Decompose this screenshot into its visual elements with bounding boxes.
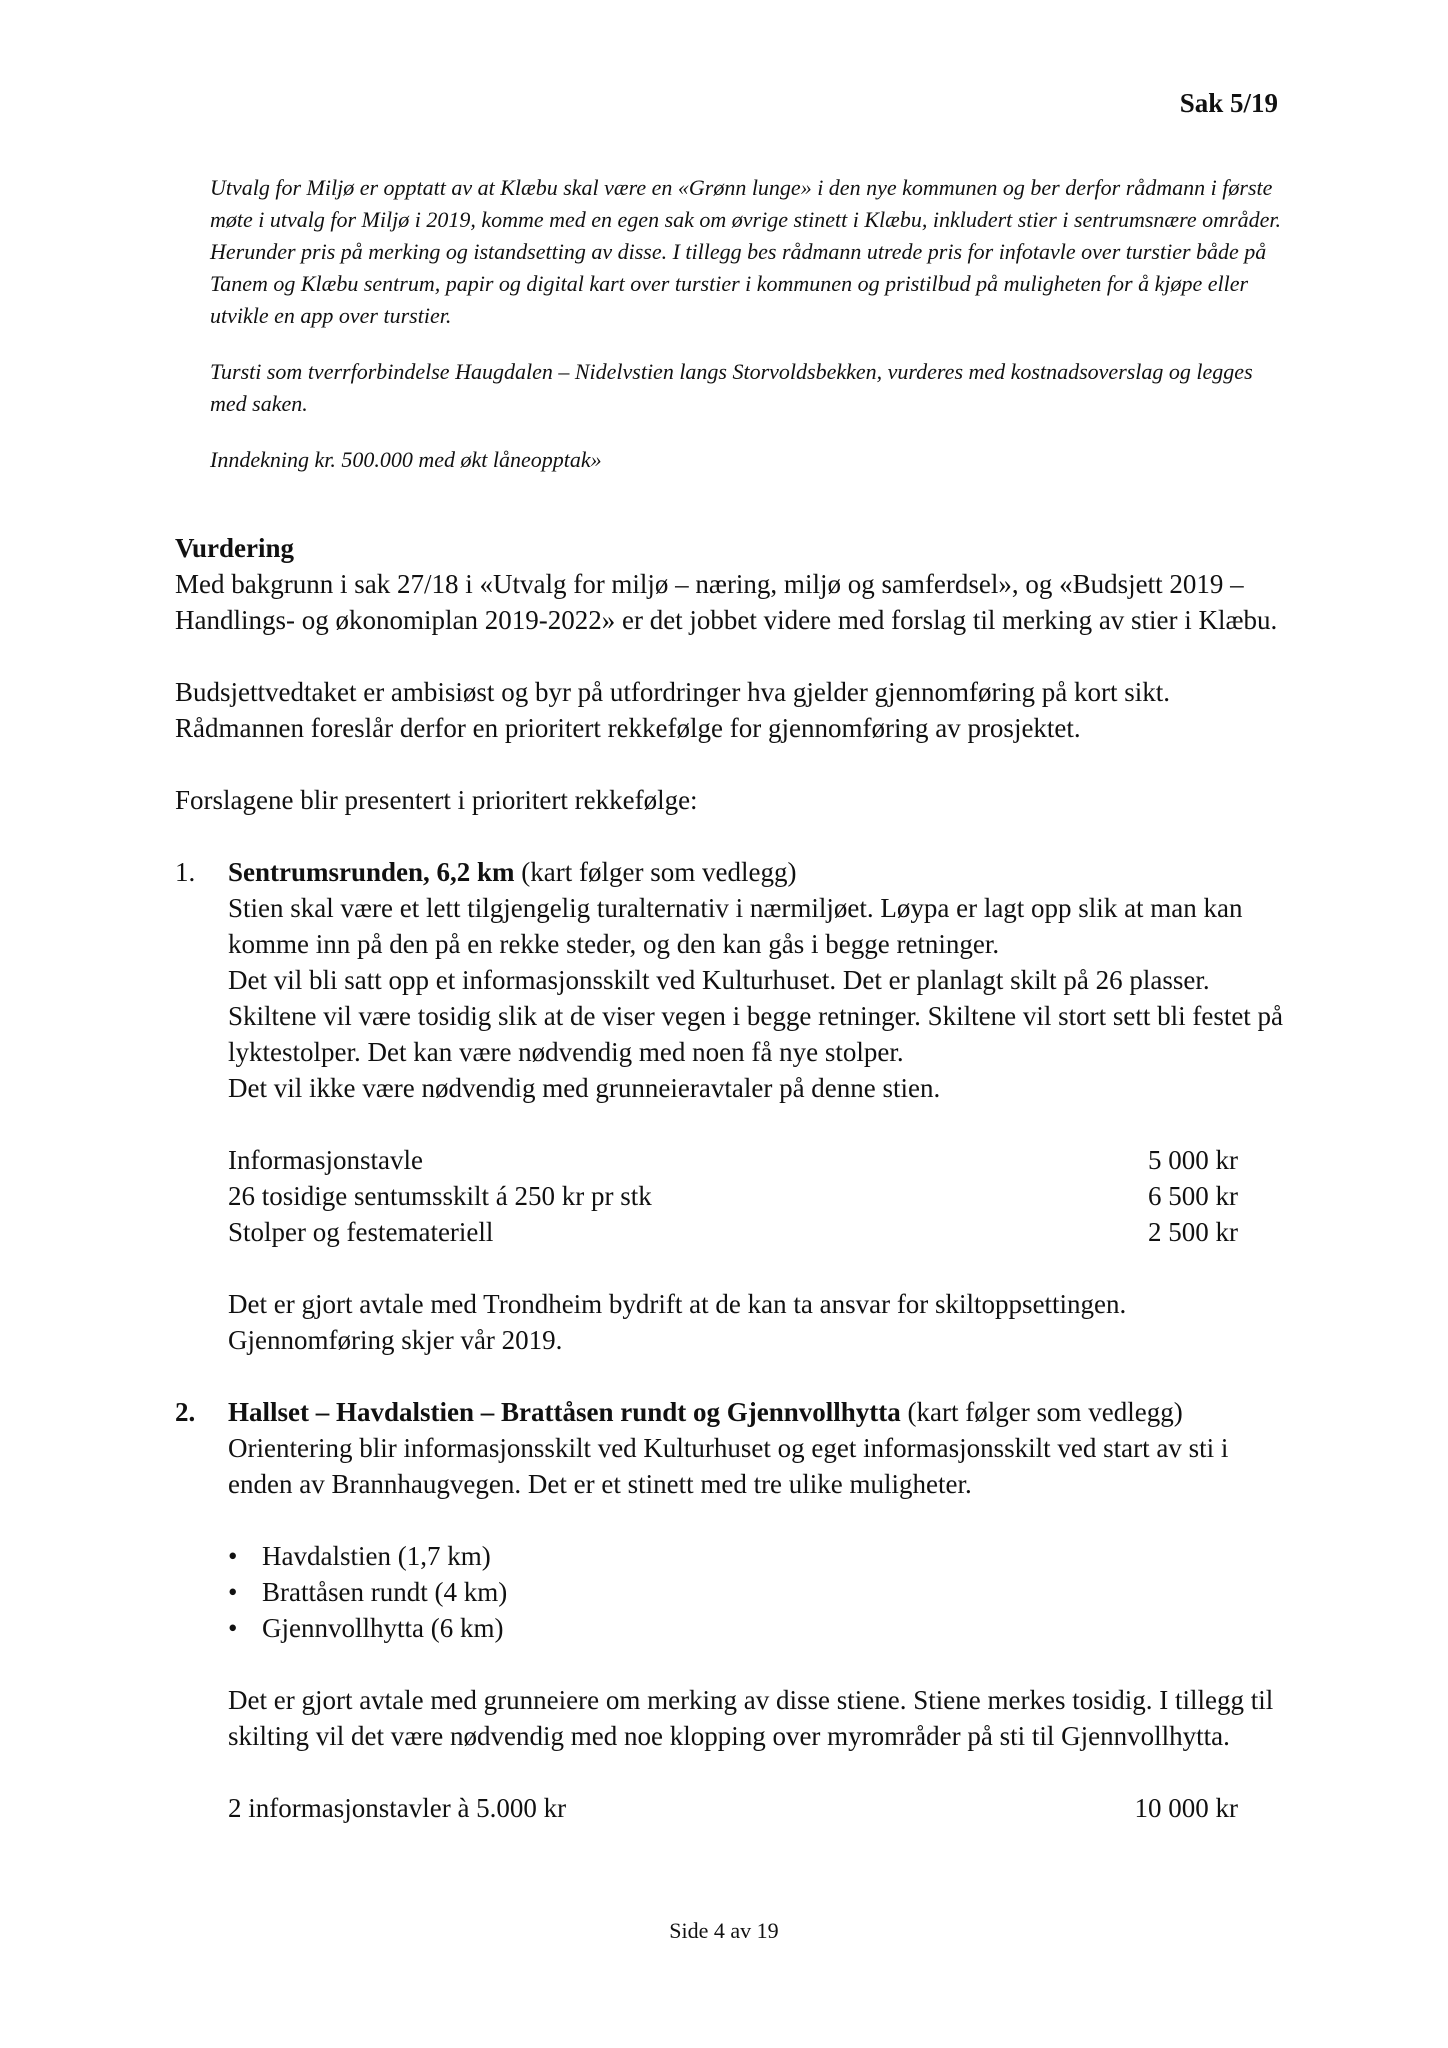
cost-amount: 6 500 kr — [1148, 1181, 1238, 1211]
item-text: Det vil bli satt opp et informasjonsskilt ved Kulturhuset. Det er planlagt skilt på 26 plasser. Skiltene vil være tosidig slik at de viser vegen i begge retninger. Skiltene vil stort sett bli festet på lyktestolper. Det kan være nødvendig med noen få nye stolper. — [228, 965, 1284, 1067]
bullet-text: Havdalstien (1,7 km) — [262, 1541, 491, 1571]
cost-table — [228, 1142, 1238, 1250]
item-text: Stien skal være et lett tilgjengelig turalternativ i nærmiljøet. Løypa er lagt opp slik at man kan komme inn på den på en rekke steder, og den kan gås i begge retninger. — [228, 893, 1243, 959]
cost-amount: 10 000 kr — [1134, 1793, 1238, 1823]
cost-row — [228, 1142, 1238, 1178]
item-text: Orientering blir informasjonsskilt ved Kulturhuset og eget informasjonsskilt ved start av sti i enden av Brannhaugvegen. Det er et stinett med tre ulike muligheter. — [228, 1433, 1229, 1499]
section-heading: Vurdering — [175, 533, 295, 563]
bullet-item — [228, 1610, 1295, 1646]
paragraph: Budsjettvedtaket er ambisiøst og byr på utfordringer hva gjelder gjennomføring på kort sikt. Rådmannen foreslår derfor en prioritert rekkefølge for gjennomføring av prosjektet. — [175, 677, 1171, 743]
bullet-item — [228, 1538, 1295, 1574]
cost-label: 2 informasjonstavler à 5.000 kr — [228, 1793, 567, 1823]
list-item-hallset — [175, 1394, 1295, 1826]
cost-row — [228, 1178, 1238, 1214]
paragraph: Forslagene blir presentert i prioritert rekkefølge: — [175, 785, 698, 815]
item-title: Hallset – Havdalstien – Brattåsen rundt og Gjennvollhytta — [228, 1397, 901, 1427]
quoted-decision — [210, 172, 1290, 500]
bullet-icon: • — [228, 1577, 238, 1607]
bullet-icon: • — [228, 1541, 238, 1571]
bullet-item — [228, 1574, 1295, 1610]
item-text: Det vil ikke være nødvendig med grunneieravtaler på denne stien. — [228, 1073, 941, 1103]
item-text: Det er gjort avtale med grunneiere om merking av disse stiene. Stiene merkes tosidig. I tillegg til skilting vil det være nødvendig med noe klopping over myrområder på sti til Gjennvollhytta. — [228, 1685, 1274, 1751]
cost-label: 26 tosidige sentumsskilt á 250 kr pr stk — [228, 1181, 652, 1211]
cost-amount: 5 000 kr — [1148, 1145, 1238, 1175]
bullet-text: Brattåsen rundt (4 km) — [262, 1577, 508, 1607]
quote-paragraph: Utvalg for Miljø er opptatt av at Klæbu skal være en «Grønn lunge» i den nye kommunen og ber derfor rådmann i første møte i utvalg for Miljø i 2019, komme med en egen sak om øvrige stinett i Klæbu, inkludert stier i sentrumsnære områder. Herunder pris på merking og istandsetting av disse. I tillegg bes rådmann utrede pris for infotavle over turstier både på Tanem og Klæbu sentrum, papir og digital kart over turstier i kommunen og pristilbud på muligheten for å kjøpe eller utvikle en app over turstier. — [210, 175, 1281, 328]
case-number: Sak 5/19 — [1179, 88, 1278, 118]
quote-paragraph: Inndekning kr. 500.000 med økt låneopptak» — [210, 447, 602, 472]
list-item-sentrumsrunden — [175, 854, 1295, 1358]
page-footer: Side 4 av 19 — [669, 1918, 779, 1943]
item-title-note: (kart følger som vedlegg) — [514, 857, 797, 887]
cost-row — [228, 1214, 1238, 1250]
bullet-icon: • — [228, 1613, 238, 1643]
cost-label: Stolper og festemateriell — [228, 1217, 494, 1247]
item-title-note: (kart følger som vedlegg) — [900, 1397, 1183, 1427]
cost-label: Informasjonstavle — [228, 1145, 423, 1175]
main-content — [175, 530, 1295, 1826]
item-title: Sentrumsrunden, 6,2 km — [228, 857, 515, 887]
list-number: 2. — [175, 1397, 196, 1427]
list-number: 1. — [175, 857, 196, 887]
item-text: Det er gjort avtale med Trondheim bydrift at de kan ta ansvar for skiltoppsettingen. Gjennomføring skjer vår 2019. — [228, 1289, 1127, 1355]
quote-paragraph: Tursti som tverrforbindelse Haugdalen – Nidelvstien langs Storvoldsbekken, vurderes med kostnadsoverslag og legges med saken. — [210, 359, 1253, 416]
cost-amount: 2 500 kr — [1148, 1217, 1238, 1247]
cost-table — [228, 1790, 1238, 1826]
paragraph: Med bakgrunn i sak 27/18 i «Utvalg for miljø – næring, miljø og samferdsel», og «Budsjett 2019 – Handlings- og økonomiplan 2019-2022» er det jobbet videre med forslag til merking av stier i Klæbu. — [175, 569, 1278, 635]
cost-row — [228, 1790, 1238, 1826]
bullet-text: Gjennvollhytta (6 km) — [262, 1613, 504, 1643]
bullet-list — [228, 1538, 1295, 1646]
